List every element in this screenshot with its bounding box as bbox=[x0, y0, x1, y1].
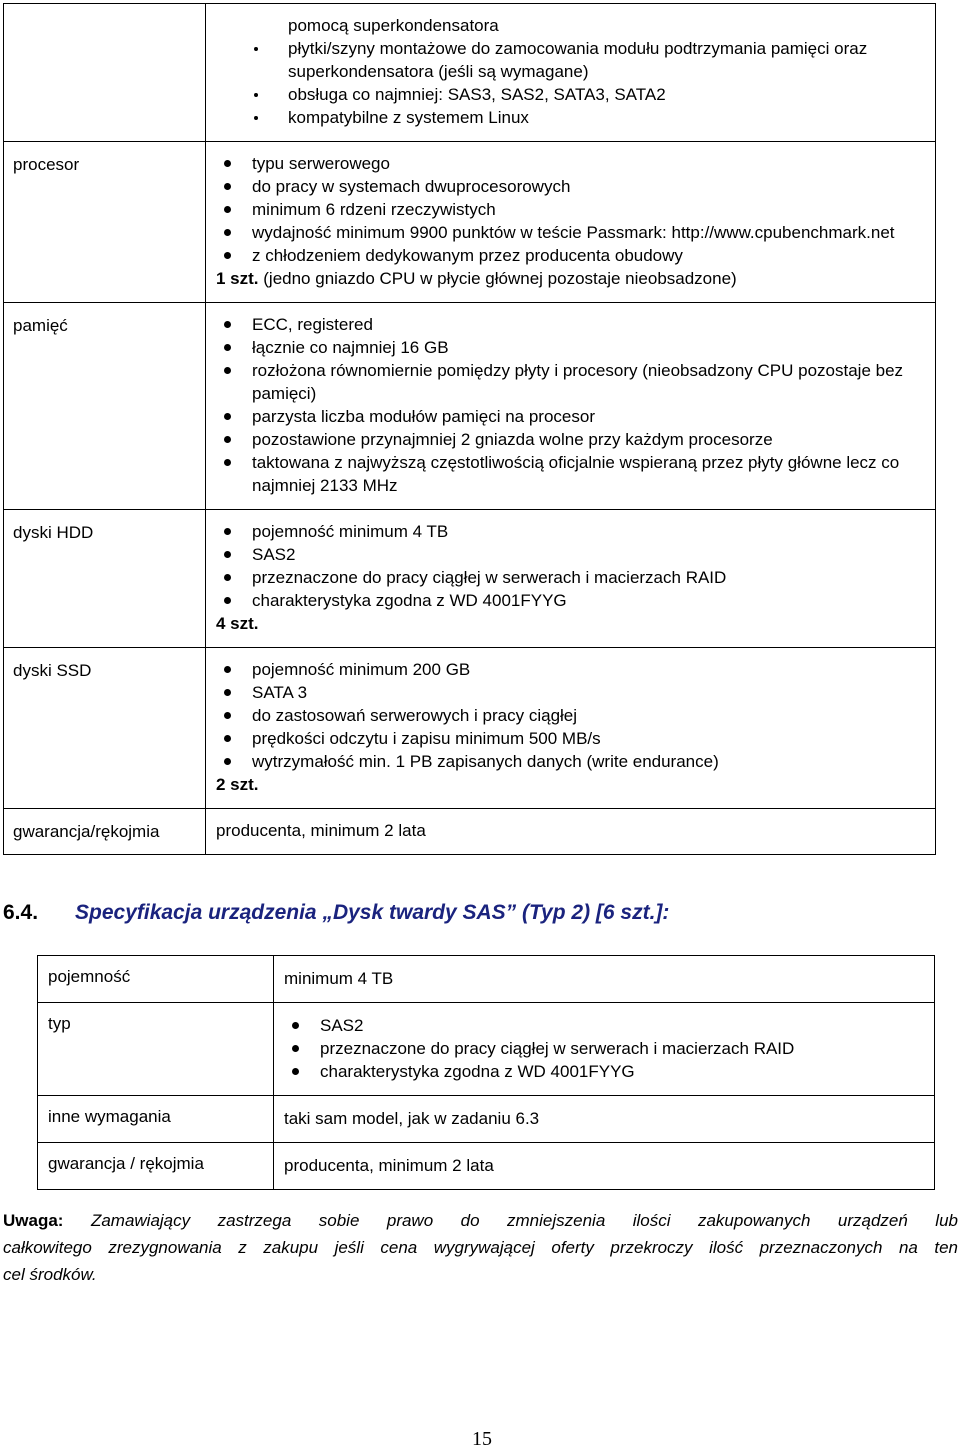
bullet-icon bbox=[224, 758, 231, 765]
content-text: producenta, minimum 2 lata bbox=[284, 1156, 494, 1175]
list-item-text: łącznie co najmniej 16 GB bbox=[252, 338, 449, 357]
row-content bbox=[206, 809, 936, 855]
list-item-text: minimum 6 rdzeni rzeczywistych bbox=[252, 200, 496, 219]
quantity: 1 szt. bbox=[216, 269, 259, 288]
spec-row bbox=[4, 4, 936, 142]
row-content bbox=[274, 1096, 935, 1143]
list-item-text: obsługa co najmniej: SAS3, SAS2, SATA3, SATA2 bbox=[288, 85, 666, 104]
list-item bbox=[216, 359, 927, 405]
note-paragraph bbox=[3, 1207, 958, 1288]
list-item bbox=[216, 313, 927, 336]
bullet-icon bbox=[224, 712, 231, 719]
quantity: 2 szt. bbox=[216, 775, 259, 794]
list-item-text: SAS2 bbox=[252, 545, 296, 564]
content-text: producenta, minimum 2 lata bbox=[216, 821, 426, 840]
list-item-text: z chłodzeniem dedykowanym przez producenta obudowy bbox=[252, 246, 683, 265]
list-item bbox=[216, 83, 927, 106]
bullet-icon bbox=[224, 367, 231, 374]
list-item bbox=[216, 244, 927, 267]
bullet-icon bbox=[254, 93, 258, 97]
list-item-text: ECC, registered bbox=[252, 315, 373, 334]
bullet-icon bbox=[292, 1022, 299, 1029]
bullet-icon bbox=[224, 183, 231, 190]
list-item bbox=[216, 543, 927, 566]
row-content bbox=[206, 142, 936, 303]
list-item-text: do zastosowań serwerowych i pracy ciągłej bbox=[252, 706, 578, 725]
section-title: Specyfikacja urządzenia „Dysk twardy SAS” (Typ 2) [6 szt.]: bbox=[75, 901, 670, 924]
note-text-3: cel środków. bbox=[3, 1265, 97, 1284]
list-item bbox=[216, 175, 927, 198]
quantity-line bbox=[216, 773, 927, 796]
bullet-list bbox=[216, 37, 927, 129]
bullet-icon bbox=[224, 413, 231, 420]
list-item-text: parzysta liczba modułów pamięci na procesor bbox=[252, 407, 595, 426]
list-item-text: pojemność minimum 4 TB bbox=[252, 522, 449, 541]
list-item-text: prędkości odczytu i zapisu minimum 500 MB/s bbox=[252, 729, 601, 748]
bullet-icon bbox=[224, 459, 231, 466]
bullet-icon bbox=[224, 321, 231, 328]
list-item-text: wytrzymałość min. 1 PB zapisanych danych (write endurance) bbox=[252, 752, 719, 771]
spec-row bbox=[4, 510, 936, 648]
list-item bbox=[216, 152, 927, 175]
list-item-text: pozostawione przynajmniej 2 gniazda wolne przy każdym procesorze bbox=[252, 430, 773, 449]
list-item bbox=[216, 106, 927, 129]
bullet-icon bbox=[292, 1045, 299, 1052]
list-item bbox=[216, 520, 927, 543]
row-content bbox=[206, 4, 936, 142]
bullet-icon bbox=[224, 666, 231, 673]
list-item bbox=[216, 336, 927, 359]
list-item bbox=[216, 589, 927, 612]
list-item bbox=[216, 704, 927, 727]
content-text: minimum 4 TB bbox=[284, 969, 394, 988]
list-item bbox=[284, 1014, 926, 1037]
list-item-text: SATA 3 bbox=[252, 683, 308, 702]
spec-row bbox=[38, 1143, 935, 1190]
bullet-icon bbox=[224, 574, 231, 581]
list-item-text: przeznaczone do pracy ciągłej w serwerach i macierzach RAID bbox=[252, 568, 727, 587]
list-item-text: płytki/szyny montażowe do zamocowania modułu podtrzymania pamięci oraz superkondensatora (jeśli są wymagane) bbox=[288, 39, 868, 81]
note-text-2: całkowitego zrezygnowania z zakupu jeśli cena wygrywającej oferty przekroczy ilość przeznaczonych na ten bbox=[3, 1238, 958, 1257]
row-content bbox=[274, 1143, 935, 1190]
list-item bbox=[216, 658, 927, 681]
spec-row bbox=[4, 303, 936, 510]
spec-row bbox=[38, 956, 935, 1003]
bullet-list bbox=[216, 658, 927, 773]
bullet-icon bbox=[254, 47, 258, 51]
spec-row bbox=[4, 809, 936, 855]
list-item bbox=[216, 198, 927, 221]
list-item-text: pojemność minimum 200 GB bbox=[252, 660, 471, 679]
quantity-line bbox=[216, 612, 927, 635]
row-label: gwarancja / rękojmia bbox=[38, 1143, 274, 1190]
list-item-text: taktowana z najwyższą częstotliwością oficjalnie wspieraną przez płyty główne lecz co najmniej 2133 MHz bbox=[252, 453, 900, 495]
list-item bbox=[284, 1037, 926, 1060]
list-item-text: kompatybilne z systemem Linux bbox=[288, 108, 529, 127]
bullet-icon bbox=[224, 344, 231, 351]
row-label: pamięć bbox=[4, 303, 206, 510]
row-label: dyski SSD bbox=[4, 648, 206, 809]
row-label: dyski HDD bbox=[4, 510, 206, 648]
row-content bbox=[206, 303, 936, 510]
note-text-1: Zamawiający zastrzega sobie prawo do zmniejszenia ilości zakupowanych urządzeń lub bbox=[90, 1211, 958, 1230]
row-label: pojemność bbox=[38, 956, 274, 1003]
bullet-icon bbox=[224, 551, 231, 558]
spec-row bbox=[38, 1003, 935, 1096]
bullet-list bbox=[216, 152, 927, 267]
list-item-text: przeznaczone do pracy ciągłej w serwerach i macierzach RAID bbox=[320, 1039, 795, 1058]
bullet-list bbox=[216, 313, 927, 497]
section-heading bbox=[3, 901, 669, 925]
list-item-text: charakterystyka zgodna z WD 4001FYYG bbox=[252, 591, 567, 610]
bullet-icon bbox=[254, 116, 258, 120]
quantity-line bbox=[216, 267, 927, 290]
list-item bbox=[216, 451, 927, 497]
list-item-text: SAS2 bbox=[320, 1016, 364, 1035]
row-label: typ bbox=[38, 1003, 274, 1096]
list-item-text: rozłożona równomiernie pomiędzy płyty i procesory (nieobsadzony CPU pozostaje bez pamięci) bbox=[252, 361, 904, 403]
list-item bbox=[216, 750, 927, 773]
disk-spec-table bbox=[37, 955, 935, 1190]
bullet-icon bbox=[224, 206, 231, 213]
list-item bbox=[216, 221, 927, 244]
section-number: 6.4. bbox=[3, 901, 39, 924]
content-text: pomocą superkondensatora bbox=[288, 16, 499, 35]
row-label: procesor bbox=[4, 142, 206, 303]
bullet-icon bbox=[224, 252, 231, 259]
list-item bbox=[216, 405, 927, 428]
content-text: taki sam model, jak w zadaniu 6.3 bbox=[284, 1109, 540, 1128]
row-label bbox=[4, 4, 206, 142]
spec-row bbox=[4, 648, 936, 809]
row-label: gwarancja/rękojmia bbox=[4, 809, 206, 855]
list-item bbox=[216, 428, 927, 451]
bullet-icon bbox=[224, 436, 231, 443]
row-content bbox=[206, 510, 936, 648]
bullet-icon bbox=[224, 689, 231, 696]
row-content bbox=[274, 1003, 935, 1096]
row-content bbox=[274, 956, 935, 1003]
spec-row bbox=[38, 1096, 935, 1143]
spec-row bbox=[4, 142, 936, 303]
bullet-icon bbox=[224, 597, 231, 604]
bullet-icon bbox=[292, 1068, 299, 1075]
spec-table bbox=[3, 3, 936, 855]
bullet-list bbox=[216, 520, 927, 612]
list-item-text: wydajność minimum 9900 punktów w teście Passmark: http://www.cpubenchmark.net bbox=[252, 223, 895, 242]
note-label: Uwaga: bbox=[3, 1211, 64, 1230]
bullet-icon bbox=[224, 735, 231, 742]
list-item bbox=[216, 727, 927, 750]
row-content bbox=[206, 648, 936, 809]
bullet-icon bbox=[224, 160, 231, 167]
bullet-list bbox=[284, 1014, 926, 1083]
list-item-text: do pracy w systemach dwuprocesorowych bbox=[252, 177, 571, 196]
row-label: inne wymagania bbox=[38, 1096, 274, 1143]
list-item bbox=[216, 566, 927, 589]
list-item bbox=[216, 37, 927, 83]
list-item-text: typu serwerowego bbox=[252, 154, 390, 173]
list-item-text: charakterystyka zgodna z WD 4001FYYG bbox=[320, 1062, 635, 1081]
quantity-note: (jedno gniazdo CPU w płycie głównej pozostaje nieobsadzone) bbox=[258, 269, 737, 288]
page-number: 15 bbox=[472, 1428, 492, 1450]
list-item bbox=[216, 681, 927, 704]
quantity: 4 szt. bbox=[216, 614, 259, 633]
list-item bbox=[284, 1060, 926, 1083]
bullet-icon bbox=[224, 528, 231, 535]
bullet-icon bbox=[224, 229, 231, 236]
